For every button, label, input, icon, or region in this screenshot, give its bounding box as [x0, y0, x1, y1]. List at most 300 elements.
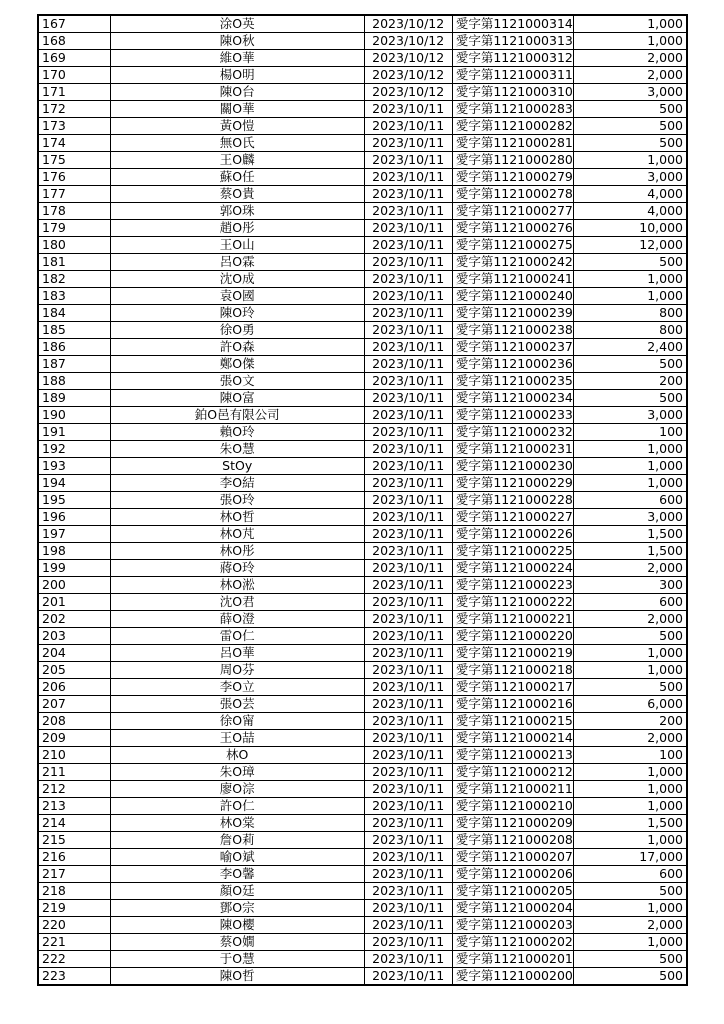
donation-date-cell: 2023/10/11 — [364, 645, 452, 662]
donation-date-cell: 2023/10/11 — [364, 186, 452, 203]
table-row — [38, 458, 687, 475]
row-number-cell: 179 — [38, 220, 110, 237]
amount-cell: 1,000 — [574, 662, 687, 679]
amount-cell: 3,000 — [574, 84, 687, 101]
amount-cell: 6,000 — [574, 696, 687, 713]
receipt-number-cell: 愛字第1121000230 — [452, 458, 573, 475]
donation-date-cell: 2023/10/11 — [364, 390, 452, 407]
amount-cell: 1,500 — [574, 526, 687, 543]
row-number-cell: 215 — [38, 832, 110, 849]
row-number-cell: 202 — [38, 611, 110, 628]
donor-name-cell: 周O芬 — [110, 662, 364, 679]
row-number-cell: 182 — [38, 271, 110, 288]
donation-date-cell: 2023/10/11 — [364, 356, 452, 373]
donor-name-cell: 許O森 — [110, 339, 364, 356]
amount-cell: 200 — [574, 373, 687, 390]
donor-name-cell: 廖O淙 — [110, 781, 364, 798]
row-number-cell: 216 — [38, 849, 110, 866]
table-row — [38, 849, 687, 866]
table-row — [38, 373, 687, 390]
donation-date-cell: 2023/10/11 — [364, 492, 452, 509]
donor-name-cell: 李O馨 — [110, 866, 364, 883]
row-number-cell: 206 — [38, 679, 110, 696]
table-row — [38, 679, 687, 696]
receipt-number-cell: 愛字第1121000211 — [452, 781, 573, 798]
donor-name-cell: 林O棠 — [110, 815, 364, 832]
receipt-number-cell: 愛字第1121000203 — [452, 917, 573, 934]
receipt-number-cell: 愛字第1121000241 — [452, 271, 573, 288]
table-row — [38, 67, 687, 84]
donor-name-cell: 徐O甯 — [110, 713, 364, 730]
receipt-number-cell: 愛字第1121000240 — [452, 288, 573, 305]
receipt-number-cell: 愛字第1121000237 — [452, 339, 573, 356]
table-row — [38, 288, 687, 305]
table-row — [38, 781, 687, 798]
table-row — [38, 203, 687, 220]
table-row — [38, 84, 687, 101]
amount-cell: 500 — [574, 883, 687, 900]
donation-date-cell: 2023/10/11 — [364, 628, 452, 645]
amount-cell: 1,000 — [574, 798, 687, 815]
donor-name-cell: 蔣O玲 — [110, 560, 364, 577]
amount-cell: 1,000 — [574, 781, 687, 798]
receipt-number-cell: 愛字第1121000209 — [452, 815, 573, 832]
donor-name-cell: 林O彤 — [110, 543, 364, 560]
row-number-cell: 199 — [38, 560, 110, 577]
donation-date-cell: 2023/10/11 — [364, 577, 452, 594]
donor-name-cell: 呂O霖 — [110, 254, 364, 271]
amount-cell: 600 — [574, 594, 687, 611]
table-row — [38, 526, 687, 543]
receipt-number-cell: 愛字第1121000234 — [452, 390, 573, 407]
receipt-number-cell: 愛字第1121000283 — [452, 101, 573, 118]
table-row — [38, 866, 687, 883]
donor-name-cell: 陳O櫻 — [110, 917, 364, 934]
receipt-number-cell: 愛字第1121000226 — [452, 526, 573, 543]
row-number-cell: 176 — [38, 169, 110, 186]
table-row — [38, 135, 687, 152]
receipt-number-cell: 愛字第1121000227 — [452, 509, 573, 526]
row-number-cell: 219 — [38, 900, 110, 917]
donor-name-cell: 雷O仁 — [110, 628, 364, 645]
receipt-number-cell: 愛字第1121000212 — [452, 764, 573, 781]
donor-name-cell: 林O芃 — [110, 526, 364, 543]
receipt-number-cell: 愛字第1121000233 — [452, 407, 573, 424]
row-number-cell: 173 — [38, 118, 110, 135]
donor-name-cell: 呂O華 — [110, 645, 364, 662]
table-row — [38, 662, 687, 679]
donation-date-cell: 2023/10/11 — [364, 101, 452, 118]
receipt-number-cell: 愛字第1121000282 — [452, 118, 573, 135]
donor-name-cell: 沈O君 — [110, 594, 364, 611]
receipt-number-cell: 愛字第1121000215 — [452, 713, 573, 730]
table-row — [38, 237, 687, 254]
row-number-cell: 169 — [38, 50, 110, 67]
amount-cell: 800 — [574, 305, 687, 322]
table-row — [38, 441, 687, 458]
receipt-number-cell: 愛字第1121000216 — [452, 696, 573, 713]
table-row — [38, 917, 687, 934]
donation-date-cell: 2023/10/11 — [364, 407, 452, 424]
receipt-number-cell: 愛字第1121000206 — [452, 866, 573, 883]
donation-date-cell: 2023/10/11 — [364, 288, 452, 305]
amount-cell: 1,000 — [574, 764, 687, 781]
amount-cell: 2,400 — [574, 339, 687, 356]
amount-cell: 4,000 — [574, 186, 687, 203]
donation-date-cell: 2023/10/11 — [364, 747, 452, 764]
receipt-number-cell: 愛字第1121000235 — [452, 373, 573, 390]
receipt-number-cell: 愛字第1121000313 — [452, 33, 573, 50]
amount-cell: 3,000 — [574, 169, 687, 186]
receipt-number-cell: 愛字第1121000200 — [452, 968, 573, 986]
receipt-number-cell: 愛字第1121000204 — [452, 900, 573, 917]
amount-cell: 1,000 — [574, 152, 687, 169]
row-number-cell: 190 — [38, 407, 110, 424]
donation-date-cell: 2023/10/11 — [364, 934, 452, 951]
receipt-number-cell: 愛字第1121000310 — [452, 84, 573, 101]
receipt-number-cell: 愛字第1121000213 — [452, 747, 573, 764]
receipt-number-cell: 愛字第1121000280 — [452, 152, 573, 169]
table-body — [38, 15, 687, 985]
donor-name-cell: 于O慧 — [110, 951, 364, 968]
table-row — [38, 577, 687, 594]
receipt-number-cell: 愛字第1121000238 — [452, 322, 573, 339]
donor-name-cell: StOy — [110, 458, 364, 475]
donation-date-cell: 2023/10/11 — [364, 679, 452, 696]
receipt-number-cell: 愛字第1121000202 — [452, 934, 573, 951]
receipt-number-cell: 愛字第1121000242 — [452, 254, 573, 271]
table-row — [38, 322, 687, 339]
receipt-number-cell: 愛字第1121000229 — [452, 475, 573, 492]
donor-name-cell: 維O華 — [110, 50, 364, 67]
table-row — [38, 832, 687, 849]
amount-cell: 1,000 — [574, 934, 687, 951]
receipt-number-cell: 愛字第1121000225 — [452, 543, 573, 560]
receipt-number-cell: 愛字第1121000314 — [452, 15, 573, 33]
row-number-cell: 167 — [38, 15, 110, 33]
amount-cell: 1,000 — [574, 271, 687, 288]
donation-date-cell: 2023/10/11 — [364, 220, 452, 237]
row-number-cell: 196 — [38, 509, 110, 526]
receipt-number-cell: 愛字第1121000218 — [452, 662, 573, 679]
row-number-cell: 178 — [38, 203, 110, 220]
table-row — [38, 220, 687, 237]
row-number-cell: 220 — [38, 917, 110, 934]
table-row — [38, 560, 687, 577]
table-row — [38, 815, 687, 832]
donor-name-cell: 朱O慧 — [110, 441, 364, 458]
receipt-number-cell: 愛字第1121000208 — [452, 832, 573, 849]
amount-cell: 1,000 — [574, 900, 687, 917]
donor-name-cell: 陳O玲 — [110, 305, 364, 322]
amount-cell: 17,000 — [574, 849, 687, 866]
donor-name-cell: 陳O秋 — [110, 33, 364, 50]
table-row — [38, 900, 687, 917]
amount-cell: 2,000 — [574, 50, 687, 67]
amount-cell: 1,500 — [574, 815, 687, 832]
donor-name-cell: 鉑O邑有限公司 — [110, 407, 364, 424]
amount-cell: 500 — [574, 968, 687, 986]
table-row — [38, 15, 687, 33]
table-row — [38, 713, 687, 730]
row-number-cell: 177 — [38, 186, 110, 203]
donation-date-cell: 2023/10/11 — [364, 339, 452, 356]
donation-date-cell: 2023/10/11 — [364, 594, 452, 611]
row-number-cell: 195 — [38, 492, 110, 509]
row-number-cell: 189 — [38, 390, 110, 407]
receipt-number-cell: 愛字第1121000221 — [452, 611, 573, 628]
table-row — [38, 254, 687, 271]
table-row — [38, 475, 687, 492]
donor-name-cell: 賴O玲 — [110, 424, 364, 441]
table-row — [38, 747, 687, 764]
row-number-cell: 204 — [38, 645, 110, 662]
receipt-number-cell: 愛字第1121000214 — [452, 730, 573, 747]
donor-name-cell: 涂O英 — [110, 15, 364, 33]
donation-date-cell: 2023/10/12 — [364, 84, 452, 101]
donation-date-cell: 2023/10/11 — [364, 135, 452, 152]
receipt-number-cell: 愛字第1121000223 — [452, 577, 573, 594]
donation-date-cell: 2023/10/11 — [364, 271, 452, 288]
amount-cell: 1,500 — [574, 543, 687, 560]
row-number-cell: 191 — [38, 424, 110, 441]
donation-date-cell: 2023/10/11 — [364, 696, 452, 713]
row-number-cell: 223 — [38, 968, 110, 986]
donation-date-cell: 2023/10/11 — [364, 118, 452, 135]
donor-name-cell: 鄭O傑 — [110, 356, 364, 373]
amount-cell: 600 — [574, 492, 687, 509]
amount-cell: 500 — [574, 356, 687, 373]
amount-cell: 10,000 — [574, 220, 687, 237]
donor-name-cell: 李O立 — [110, 679, 364, 696]
donation-date-cell: 2023/10/11 — [364, 662, 452, 679]
donor-name-cell: 李O結 — [110, 475, 364, 492]
amount-cell: 100 — [574, 747, 687, 764]
donation-date-cell: 2023/10/11 — [364, 968, 452, 986]
donor-name-cell: 蘇O任 — [110, 169, 364, 186]
table-row — [38, 883, 687, 900]
donation-date-cell: 2023/10/11 — [364, 883, 452, 900]
donation-date-cell: 2023/10/11 — [364, 152, 452, 169]
row-number-cell: 187 — [38, 356, 110, 373]
row-number-cell: 211 — [38, 764, 110, 781]
row-number-cell: 217 — [38, 866, 110, 883]
table-row — [38, 339, 687, 356]
table-row — [38, 951, 687, 968]
table-row — [38, 424, 687, 441]
receipt-number-cell: 愛字第1121000279 — [452, 169, 573, 186]
donor-name-cell: 趙O彤 — [110, 220, 364, 237]
donation-date-cell: 2023/10/11 — [364, 730, 452, 747]
donor-name-cell: 詹O莉 — [110, 832, 364, 849]
donor-name-cell: 無O氏 — [110, 135, 364, 152]
donor-name-cell: 朱O璋 — [110, 764, 364, 781]
receipt-number-cell: 愛字第1121000275 — [452, 237, 573, 254]
receipt-number-cell: 愛字第1121000222 — [452, 594, 573, 611]
donation-date-cell: 2023/10/11 — [364, 169, 452, 186]
donation-date-cell: 2023/10/11 — [364, 815, 452, 832]
donation-date-cell: 2023/10/11 — [364, 951, 452, 968]
amount-cell: 12,000 — [574, 237, 687, 254]
amount-cell: 3,000 — [574, 509, 687, 526]
donation-date-cell: 2023/10/11 — [364, 849, 452, 866]
amount-cell: 100 — [574, 424, 687, 441]
table-row — [38, 764, 687, 781]
row-number-cell: 213 — [38, 798, 110, 815]
amount-cell: 600 — [574, 866, 687, 883]
table-row — [38, 968, 687, 986]
row-number-cell: 214 — [38, 815, 110, 832]
table-row — [38, 492, 687, 509]
table-row — [38, 611, 687, 628]
amount-cell: 800 — [574, 322, 687, 339]
donation-date-cell: 2023/10/11 — [364, 560, 452, 577]
row-number-cell: 201 — [38, 594, 110, 611]
donor-name-cell: 王O麟 — [110, 152, 364, 169]
row-number-cell: 209 — [38, 730, 110, 747]
donation-date-cell: 2023/10/11 — [364, 764, 452, 781]
row-number-cell: 210 — [38, 747, 110, 764]
row-number-cell: 203 — [38, 628, 110, 645]
amount-cell: 500 — [574, 390, 687, 407]
donation-date-cell: 2023/10/11 — [364, 832, 452, 849]
table-row — [38, 356, 687, 373]
amount-cell: 1,000 — [574, 441, 687, 458]
row-number-cell: 221 — [38, 934, 110, 951]
row-number-cell: 185 — [38, 322, 110, 339]
row-number-cell: 200 — [38, 577, 110, 594]
table-row — [38, 390, 687, 407]
row-number-cell: 180 — [38, 237, 110, 254]
amount-cell: 500 — [574, 118, 687, 135]
row-number-cell: 212 — [38, 781, 110, 798]
amount-cell: 2,000 — [574, 67, 687, 84]
donation-date-cell: 2023/10/11 — [364, 424, 452, 441]
table-row — [38, 101, 687, 118]
row-number-cell: 175 — [38, 152, 110, 169]
receipt-number-cell: 愛字第1121000217 — [452, 679, 573, 696]
donor-name-cell: 關O華 — [110, 101, 364, 118]
row-number-cell: 198 — [38, 543, 110, 560]
amount-cell: 2,000 — [574, 730, 687, 747]
table-row — [38, 152, 687, 169]
donor-name-cell: 王O喆 — [110, 730, 364, 747]
table-row — [38, 186, 687, 203]
amount-cell: 2,000 — [574, 611, 687, 628]
receipt-number-cell: 愛字第1121000232 — [452, 424, 573, 441]
table-row — [38, 305, 687, 322]
table-row — [38, 594, 687, 611]
donor-name-cell: 黃O愷 — [110, 118, 364, 135]
row-number-cell: 207 — [38, 696, 110, 713]
row-number-cell: 205 — [38, 662, 110, 679]
row-number-cell: 194 — [38, 475, 110, 492]
receipt-number-cell: 愛字第1121000239 — [452, 305, 573, 322]
table-row — [38, 271, 687, 288]
receipt-number-cell: 愛字第1121000312 — [452, 50, 573, 67]
amount-cell: 1,000 — [574, 15, 687, 33]
table-row — [38, 543, 687, 560]
receipt-number-cell: 愛字第1121000311 — [452, 67, 573, 84]
donor-name-cell: 楊O明 — [110, 67, 364, 84]
donation-date-cell: 2023/10/11 — [364, 917, 452, 934]
donation-date-cell: 2023/10/12 — [364, 15, 452, 33]
donation-date-cell: 2023/10/11 — [364, 322, 452, 339]
table-row — [38, 628, 687, 645]
donation-date-cell: 2023/10/11 — [364, 509, 452, 526]
donor-name-cell: 林O淞 — [110, 577, 364, 594]
donation-date-cell: 2023/10/11 — [364, 781, 452, 798]
donor-name-cell: 袁O國 — [110, 288, 364, 305]
row-number-cell: 184 — [38, 305, 110, 322]
amount-cell: 500 — [574, 254, 687, 271]
donation-table — [37, 14, 688, 986]
amount-cell: 500 — [574, 679, 687, 696]
receipt-number-cell: 愛字第1121000224 — [452, 560, 573, 577]
donor-name-cell: 陳O哲 — [110, 968, 364, 986]
amount-cell: 1,000 — [574, 475, 687, 492]
donation-date-cell: 2023/10/11 — [364, 611, 452, 628]
donation-date-cell: 2023/10/12 — [364, 67, 452, 84]
donation-date-cell: 2023/10/11 — [364, 866, 452, 883]
amount-cell: 1,000 — [574, 645, 687, 662]
row-number-cell: 192 — [38, 441, 110, 458]
donor-name-cell: 林O — [110, 747, 364, 764]
table-row — [38, 730, 687, 747]
amount-cell: 1,000 — [574, 33, 687, 50]
donation-date-cell: 2023/10/11 — [364, 475, 452, 492]
donor-name-cell: 薛O澄 — [110, 611, 364, 628]
donation-date-cell: 2023/10/11 — [364, 203, 452, 220]
table-row — [38, 696, 687, 713]
donor-name-cell: 鄧O宗 — [110, 900, 364, 917]
table-row — [38, 934, 687, 951]
amount-cell: 4,000 — [574, 203, 687, 220]
amount-cell: 200 — [574, 713, 687, 730]
row-number-cell: 174 — [38, 135, 110, 152]
row-number-cell: 172 — [38, 101, 110, 118]
amount-cell: 2,000 — [574, 560, 687, 577]
donation-date-cell: 2023/10/11 — [364, 305, 452, 322]
amount-cell: 500 — [574, 101, 687, 118]
donor-name-cell: 許O仁 — [110, 798, 364, 815]
row-number-cell: 218 — [38, 883, 110, 900]
row-number-cell: 222 — [38, 951, 110, 968]
receipt-number-cell: 愛字第1121000231 — [452, 441, 573, 458]
row-number-cell: 183 — [38, 288, 110, 305]
donor-name-cell: 陳O台 — [110, 84, 364, 101]
donor-name-cell: 王O山 — [110, 237, 364, 254]
amount-cell: 500 — [574, 135, 687, 152]
receipt-number-cell: 愛字第1121000220 — [452, 628, 573, 645]
row-number-cell: 186 — [38, 339, 110, 356]
donor-name-cell: 蔡O貴 — [110, 186, 364, 203]
donor-name-cell: 張O芸 — [110, 696, 364, 713]
donation-date-cell: 2023/10/12 — [364, 33, 452, 50]
receipt-number-cell: 愛字第1121000276 — [452, 220, 573, 237]
table-row — [38, 407, 687, 424]
table-row — [38, 645, 687, 662]
amount-cell: 1,000 — [574, 832, 687, 849]
amount-cell: 1,000 — [574, 458, 687, 475]
donor-name-cell: 蔡O嫺 — [110, 934, 364, 951]
receipt-number-cell: 愛字第1121000219 — [452, 645, 573, 662]
amount-cell: 2,000 — [574, 917, 687, 934]
receipt-number-cell: 愛字第1121000228 — [452, 492, 573, 509]
donation-date-cell: 2023/10/11 — [364, 543, 452, 560]
donation-date-cell: 2023/10/11 — [364, 526, 452, 543]
donor-name-cell: 徐O勇 — [110, 322, 364, 339]
